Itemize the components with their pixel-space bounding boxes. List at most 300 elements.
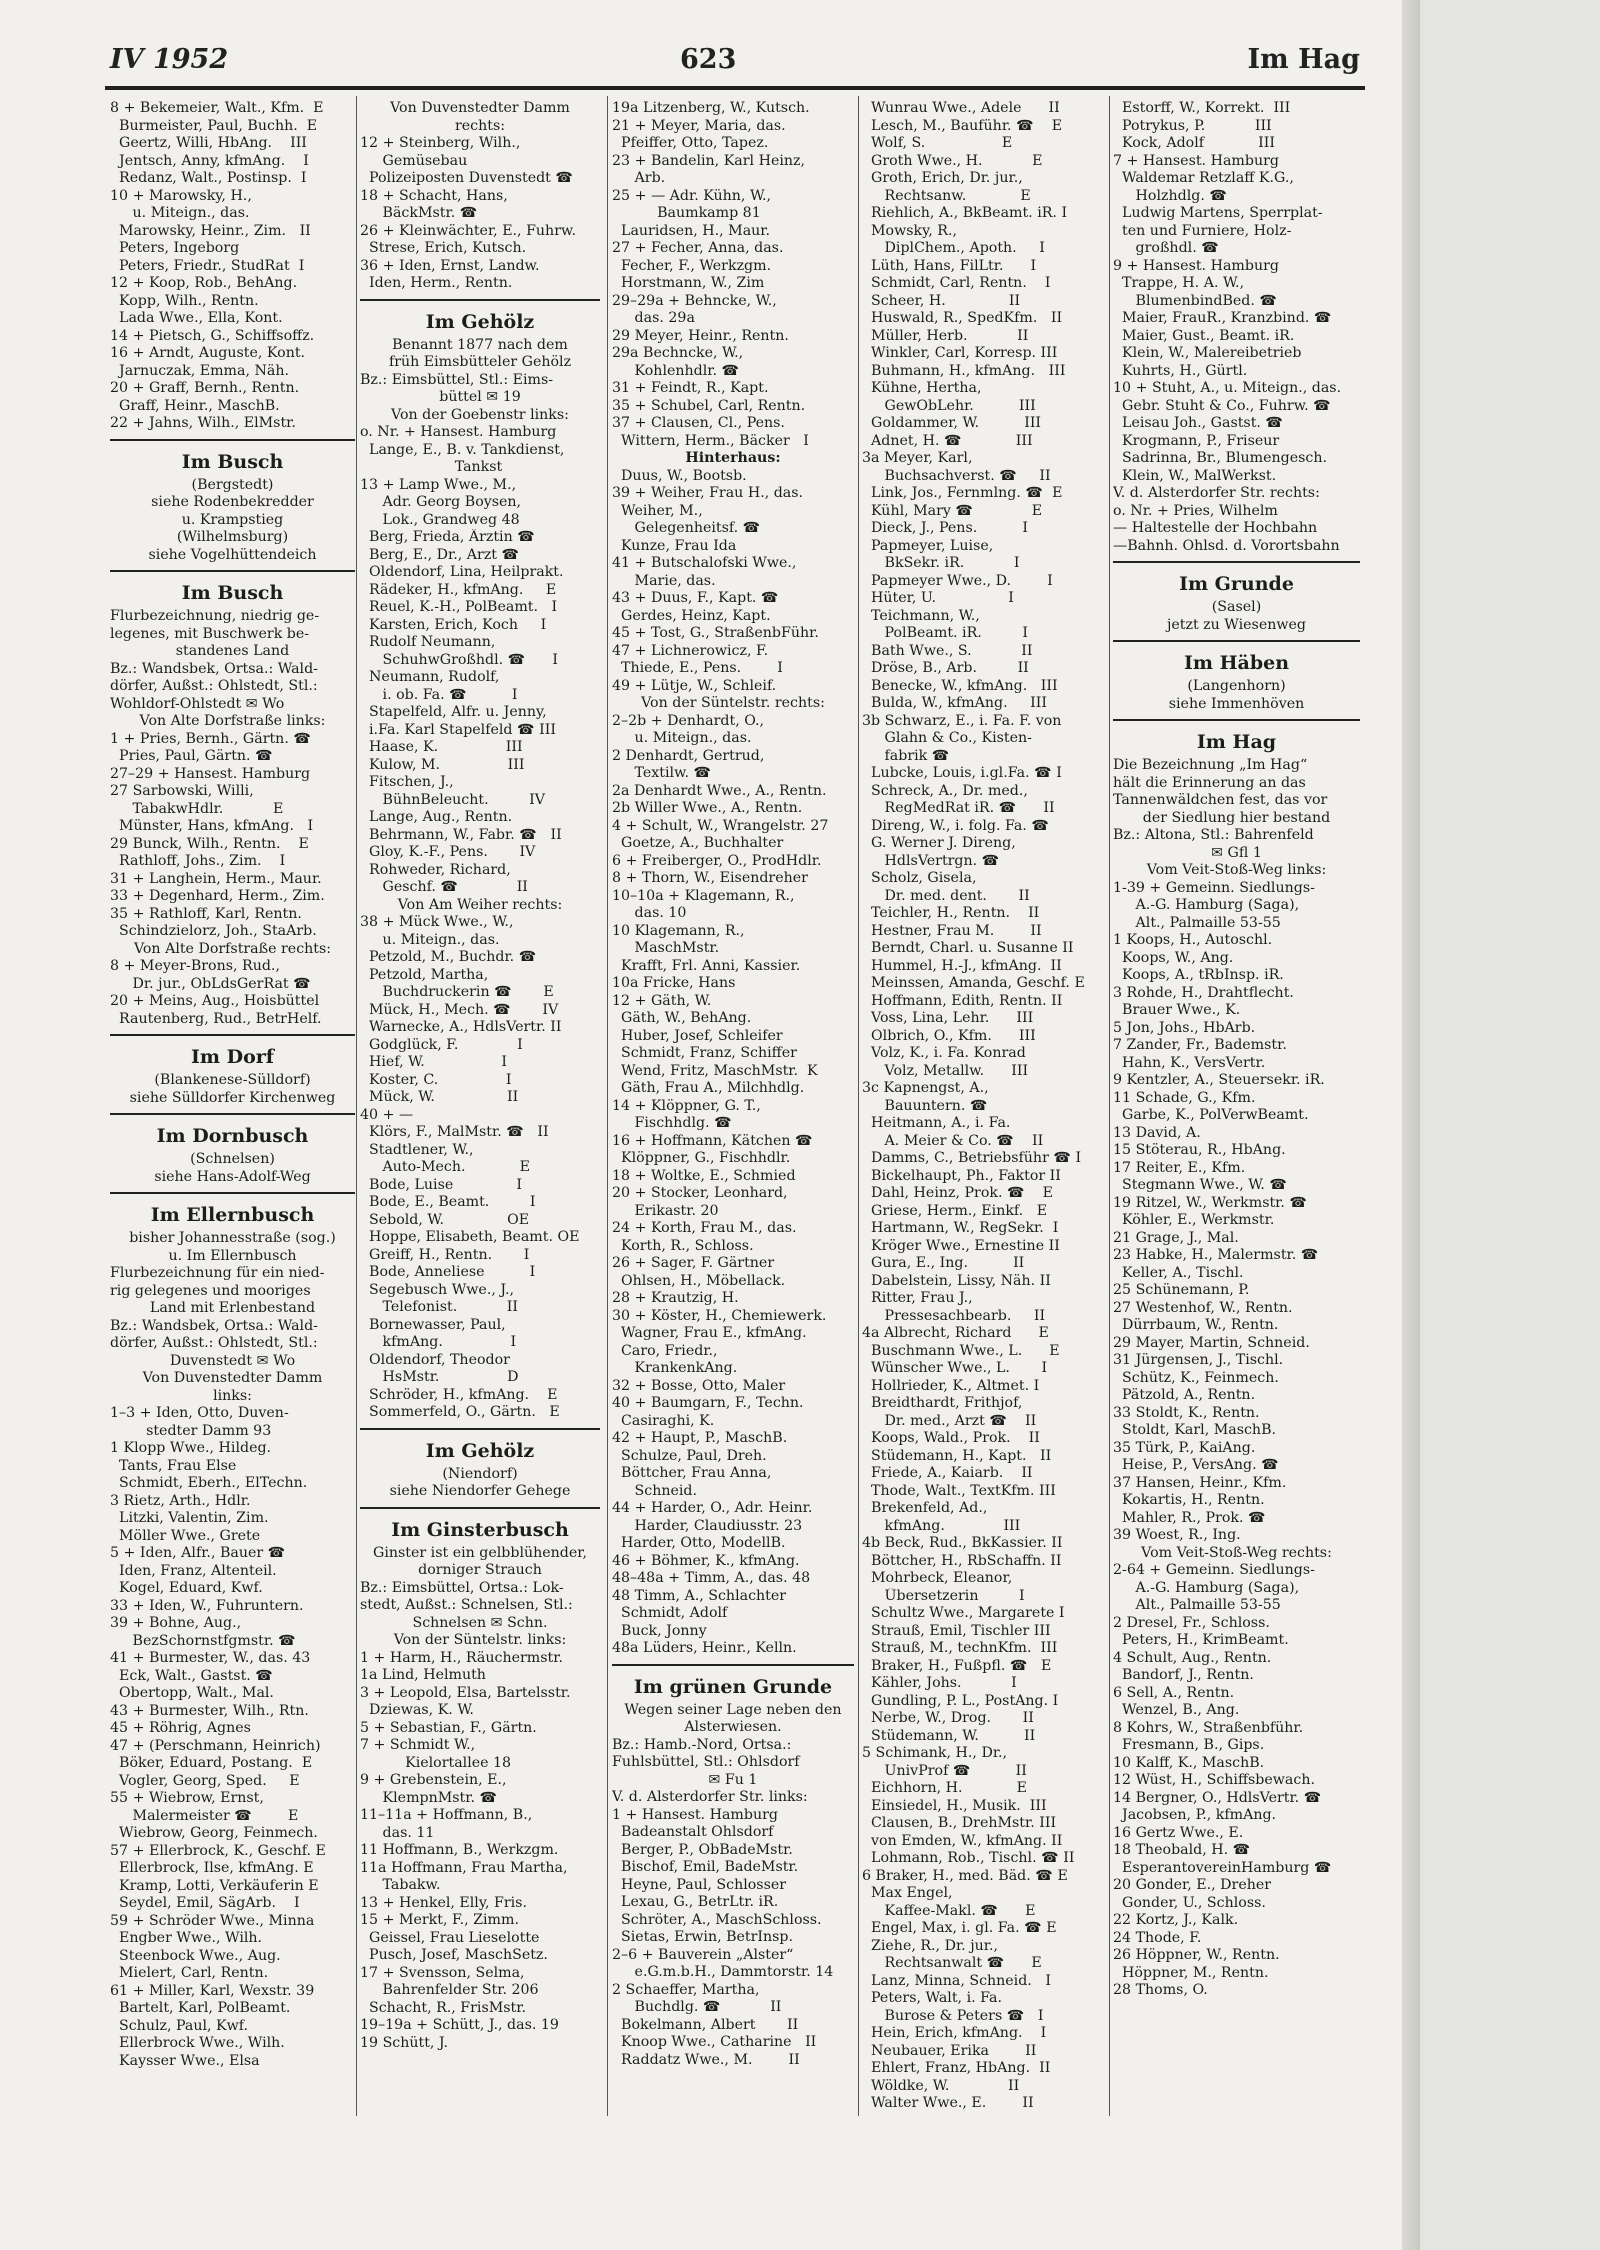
directory-entry: Buchdruckerin ☎ E (360, 984, 554, 1000)
directory-entry: Link, Jos., Fernmlng. ☎ E (862, 485, 1063, 501)
directory-entry: Ellerbrock, Ilse, kfmAng. E (110, 1860, 314, 1876)
directory-entry: (Schnelsen) (190, 1151, 275, 1167)
directory-entry: 1 + Pries, Bernh., Gärtn. ☎ (110, 730, 312, 747)
directory-entry: Schindzielorz, Joh., StaArb. (110, 923, 317, 939)
directory-entry: Rudolf Neumann, (360, 634, 496, 650)
directory-entry: Thiede, E., Pens. I (612, 660, 783, 676)
directory-entry: Land mit Erlenbestand (149, 1300, 316, 1316)
directory-entry: Keller, A., Tischl. (1113, 1264, 1244, 1281)
directory-entry: Dziewas, K. W. (360, 1702, 474, 1718)
directory-entry: Casiraghi, K. (612, 1412, 715, 1429)
directory-entry: Ehlert, Franz, HbAng. II (862, 2060, 1051, 2076)
directory-entry: 20 + Graff, Bernh., Rentn. (110, 380, 300, 396)
directory-entry: Volz, K., i. Fa. Konrad (862, 1045, 1026, 1061)
directory-entry: — Haltestelle der Hochbahn (1113, 520, 1318, 536)
directory-entry: Münster, Hans, kfmAng. I (110, 818, 314, 834)
street-heading: Im Gehölz (425, 1439, 535, 1462)
directory-entry: 11 Hoffmann, B., Werkzgm. (360, 1842, 559, 1858)
directory-entry: 8 + Bekemeier, Walt., Kfm. E (110, 100, 324, 116)
street-heading: Im Busch (181, 582, 284, 604)
directory-entry: 42 + Haupt, P., MaschB. (612, 1430, 788, 1446)
directory-entry: Gloy, K.-F., Pens. IV (360, 844, 536, 860)
directory-entry: HdlsVertrgn. ☎ (862, 852, 1000, 869)
directory-entry: Koops, W., Ang. (1113, 949, 1234, 966)
directory-entry: Goetze, A., Buchhalter (612, 835, 784, 851)
directory-entry: Heitmann, A., i. Fa. (862, 1115, 1011, 1131)
directory-entry: Direng, W., i. folg. Fa. ☎ (862, 817, 1049, 834)
directory-entry: 43 + Burmester, Wilh., Rtn. (110, 1702, 309, 1719)
directory-entry: Vom Veit-Stoß-Weg links: (1146, 862, 1327, 878)
directory-entry: der Siedlung hier bestand (1142, 809, 1331, 826)
directory-entry: TabakwHdlr. E (110, 800, 284, 817)
directory-entry: Fischhdlg. ☎ (612, 1115, 732, 1131)
directory-entry: i.Fa. Karl Stapelfeld ☎ III (360, 721, 556, 738)
directory-entry: 3a Meyer, Karl, (862, 450, 973, 466)
directory-entry: Lange, E., B. v. Tankdienst, (360, 441, 565, 458)
directory-entry: kfmAng. III (862, 1517, 1021, 1534)
directory-entry: 36 + Iden, Ernst, Landw. (360, 257, 540, 274)
directory-entry: ten und Furniere, Holz- (1113, 222, 1292, 239)
header-street-range: Im Hag (1247, 44, 1360, 75)
directory-entry: Peters, Ingeborg (110, 240, 240, 256)
directory-entry: Buhmann, H., kfmAng. III (862, 362, 1066, 379)
directory-entry: legenes, mit Buschwerk be- (110, 625, 310, 642)
directory-entry: Papmeyer, Luise, (862, 537, 994, 554)
directory-entry: Walter Wwe., E. II (862, 2095, 1034, 2111)
directory-entry: Krogmann, P., Friseur (1113, 432, 1280, 449)
street-heading: Im Ellernbusch (150, 1204, 315, 1226)
directory-entry: A. Meier & Co. ☎ II (862, 1132, 1044, 1149)
directory-entry: Ellerbrock Wwe., Wilh. (110, 2035, 285, 2051)
column-divider (858, 96, 859, 2116)
directory-entry: 8 + Thorn, W., Eisendreher (612, 870, 808, 886)
directory-entry: 1 Klopp Wwe., Hildeg. (110, 1440, 272, 1456)
directory-entry: 19–19a + Schütt, J., das. 19 (360, 2017, 559, 2033)
directory-entry: A.-G. Hamburg (Saga), (1113, 1579, 1300, 1596)
directory-entry: Kokartis, H., Rentn. (1113, 1492, 1265, 1508)
directory-entry: Heise, P., VersAng. ☎ (1113, 1457, 1279, 1473)
directory-entry: 7 + Schmidt W., (360, 1737, 476, 1753)
directory-entry: Müller, Herb. II (862, 327, 1029, 344)
directory-entry: Flurbezeichnung, niedrig ge- (110, 608, 320, 624)
directory-entry: Peters, Friedr., StudRat I (110, 257, 305, 274)
header-rule (105, 86, 1365, 90)
directory-entry: 7 Zander, Fr., Bademstr. (1113, 1037, 1287, 1053)
directory-entry: Schröder, H., kfmAng. E (360, 1386, 558, 1403)
directory-entry: Gura, E., Ing. II (862, 1255, 1025, 1271)
directory-entry: Kock, Adolf III (1113, 135, 1275, 151)
directory-entry: Strese, Erich, Kutsch. (360, 240, 527, 256)
directory-entry: rig gelegenes und mooriges (110, 1282, 311, 1299)
directory-column-4 (862, 100, 1107, 2113)
directory-entry: Böttcher, Frau Anna, (612, 1465, 772, 1481)
directory-entry: Böttcher, H., RbSchaffn. II (862, 1552, 1062, 1569)
directory-entry: Max Engel, (862, 1885, 953, 1901)
directory-entry: links: (213, 1387, 252, 1404)
directory-entry: Bischof, Emil, BadeMstr. (612, 1859, 799, 1875)
directory-entry: 6 Sell, A., Rentn. (1113, 1684, 1235, 1701)
directory-entry: u. Miteign., das. (110, 205, 250, 221)
directory-entry: 35 + Rathloff, Karl, Rentn. (110, 905, 302, 922)
directory-entry: 10 + Stuht, A., u. Miteign., das. (1113, 380, 1342, 396)
directory-entry: Vom Veit-Stoß-Weg rechts: (1141, 1544, 1332, 1561)
directory-entry: 29a Bechncke, W., (612, 345, 744, 361)
directory-entry: Stapelfeld, Alfr. u. Jenny, (360, 704, 547, 720)
directory-entry: 16 + Arndt, Auguste, Kont. (110, 345, 306, 361)
directory-entry: 10 Kalff, K., MaschB. (1113, 1754, 1265, 1771)
directory-entry: 33 + Iden, W., Fuhruntern. (110, 1597, 304, 1614)
directory-entry: stedter Damm 93 (110, 1422, 272, 1439)
directory-entry: Schmidt, Eberh., ElTechn. (110, 1475, 308, 1491)
directory-entry: Groth Wwe., H. E (862, 152, 1043, 169)
directory-entry: Von Duvenstedter Damm (390, 100, 570, 116)
directory-entry: stedt, Außst.: Schnelsen, Stl.: (360, 1597, 573, 1613)
directory-entry: Bahrenfelder Str. 206 (360, 1982, 539, 1998)
directory-entry: Adnet, H. ☎ III (862, 432, 1033, 449)
directory-entry: Jacobsen, P., kfmAng. (1113, 1807, 1277, 1823)
directory-entry: Kühne, Hertha, (862, 380, 982, 396)
directory-entry: Duvenstedt ✉ Wo (169, 1352, 296, 1369)
directory-entry: V. d. Alsterdorfer Str. rechts: (1113, 485, 1320, 501)
directory-entry: Bornewasser, Paul, (360, 1316, 506, 1333)
directory-entry: Stüdemann, H., Kapt. II (862, 1447, 1052, 1464)
directory-entry: Klein, W., Malereibetrieb (1113, 345, 1302, 361)
directory-entry: 4 + Schult, W., Wrangelstr. 27 (612, 817, 829, 834)
directory-entry: Stüdemann, W. II (862, 1727, 1036, 1744)
directory-entry: ✉ Gfl 1 (1211, 844, 1262, 861)
directory-entry: Hummel, H.-J., kfmAng. II (862, 957, 1062, 974)
directory-entry: das. 29a (612, 310, 695, 326)
directory-entry: 48 Timm, A., Schlachter (612, 1587, 787, 1604)
directory-entry: dörfer, Außst.: Ohlstedt, Stl.: (110, 678, 318, 694)
directory-entry: Schütz, K., Feinmech. (1113, 1369, 1279, 1386)
directory-entry: Berger, P., ObBadeMstr. (612, 1841, 793, 1858)
directory-entry: Alsterwiesen. (684, 1719, 782, 1735)
directory-entry: Engel, Max, i. gl. Fa. ☎ E (862, 1920, 1057, 1936)
directory-entry: 39 + Bohne, Aug., (110, 1615, 242, 1631)
directory-entry: u. Miteign., das. (360, 931, 500, 948)
directory-entry: 49 + Lütje, W., Schleif. (612, 677, 777, 694)
directory-entry: —Bahnh. Ohlsd. d. Vorortsbahn (1113, 537, 1340, 554)
directory-entry: das. 11 (360, 1824, 435, 1841)
directory-entry: 31 + Langhein, Herm., Maur. (110, 870, 322, 887)
directory-entry: 5 + Sebastian, F., Gärtn. (360, 1719, 537, 1736)
directory-entry: Gerdes, Heinz, Kapt. (612, 607, 771, 624)
directory-entry: 10–10a + Klagemann, R., (612, 887, 795, 904)
directory-entry: 11–11a + Hoffmann, B., (360, 1807, 533, 1823)
directory-entry: Wend, Fritz, MaschMstr. K (612, 1062, 818, 1079)
directory-entry: Sadrinna, Br., Blumengesch. (1113, 450, 1327, 466)
directory-entry: Obertopp, Walt., Mal. (110, 1685, 274, 1701)
directory-entry: 20 + Stocker, Leonhard, (612, 1185, 788, 1201)
directory-entry: 10a Fricke, Hans (612, 975, 736, 991)
directory-entry: Hinterhaus: (685, 450, 781, 466)
directory-column-2 (360, 100, 600, 2052)
directory-entry: Estorff, W., Korrekt. III (1113, 100, 1291, 116)
directory-entry: 27 Sarbowski, Willi, (110, 783, 254, 799)
directory-entry: 15 + Merkt, F., Zimm. (360, 1912, 519, 1928)
directory-entry: Pries, Paul, Gärtn. ☎ (110, 748, 273, 764)
directory-entry: Lange, Aug., Rentn. (360, 809, 513, 825)
directory-entry: Schmidt, Franz, Schiffer (612, 1045, 797, 1061)
directory-entry: Korth, R., Schloss. (612, 1237, 754, 1254)
directory-entry: Gäth, Frau A., Milchhdlg. (612, 1080, 805, 1096)
directory-entry: 25 Schünemann, P. (1113, 1282, 1250, 1298)
directory-entry: BäckMstr. ☎ (360, 205, 478, 221)
directory-entry: kfmAng. I (360, 1334, 517, 1350)
directory-entry: Wenzel, B., Ang. (1113, 1702, 1240, 1718)
directory-entry: Hein, Erich, kfmAng. I (862, 2025, 1047, 2041)
directory-entry: 3 Rohde, H., Drahtflecht. (1113, 984, 1294, 1001)
directory-entry: Schacht, R., FrisMstr. (360, 1999, 526, 2016)
directory-entry: Wittern, Herm., Bäcker I (612, 432, 809, 449)
directory-entry: Teichmann, W., (862, 607, 980, 624)
directory-entry: UnivProf ☎ II (862, 1762, 1027, 1779)
page-header (110, 44, 1360, 84)
directory-entry: 2 Denhardt, Gertrud, (612, 747, 765, 764)
directory-entry: jetzt zu Wiesenweg (1166, 616, 1306, 633)
directory-entry: Mahler, R., Prok. ☎ (1113, 1509, 1266, 1526)
directory-entry: Bz.: Wandsbek, Ortsa.: Wald- (110, 660, 318, 677)
directory-entry: Bath Wwe., S. II (862, 642, 1033, 659)
directory-entry: 23 + Bandelin, Karl Heinz, (612, 152, 806, 169)
directory-entry: siehe Rodenbekredder (151, 494, 314, 510)
directory-entry: Baumkamp 81 (612, 205, 761, 221)
section-divider (110, 1034, 355, 1036)
directory-entry: Fitschen, J., (360, 774, 454, 790)
directory-entry: Krafft, Frl. Anni, Kassier. (612, 957, 801, 974)
directory-entry: Greiff, H., Rentn. I (360, 1246, 530, 1263)
directory-entry: 2b Willer Wwe., A., Rentn. (612, 800, 803, 816)
directory-entry: Wohldorf-Ohlstedt ✉ Wo (110, 695, 285, 712)
directory-entry: 14 + Klöppner, G. T., (612, 1097, 761, 1114)
section-divider (1113, 640, 1360, 642)
directory-entry: Ludwig Martens, Sperrplat- (1113, 205, 1323, 221)
directory-entry: Engber Wwe., Wilh. (110, 1930, 263, 1946)
section-divider (110, 439, 355, 441)
directory-entry: 7 + Hansest. Hamburg (1113, 152, 1279, 169)
directory-entry: 40 + Baumgarn, F., Techn. (612, 1395, 804, 1411)
directory-column-5 (1113, 100, 1360, 2000)
directory-entry: Papmeyer Wwe., D. I (862, 572, 1053, 589)
street-heading: Im grünen Grunde (633, 1675, 833, 1698)
directory-entry: Berndt, Charl. u. Susanne II (862, 940, 1074, 956)
directory-entry: GewObLehr. III (862, 397, 1036, 414)
directory-entry: Dr. jur., ObLdsGerRat ☎ (110, 975, 311, 992)
directory-entry: DiplChem., Apoth. I (862, 240, 1045, 256)
directory-entry: A.-G. Hamburg (Saga), (1113, 897, 1300, 913)
directory-entry: 3c Kapnengst, A., (862, 1080, 989, 1096)
directory-entry: SchuhwGroßhdl. ☎ I (360, 651, 559, 668)
directory-entry: Harder, Claudiusstr. 23 (612, 1517, 803, 1534)
directory-entry: 29 Mayer, Martin, Schneid. (1113, 1334, 1310, 1351)
directory-entry: 31 + Feindt, R., Kapt. (612, 380, 769, 396)
directory-entry: Übersetzerin I (862, 1587, 1025, 1604)
directory-entry: Raddatz Wwe., M. II (612, 2051, 800, 2068)
directory-entry: Pusch, Josef, MaschSetz. (360, 1947, 548, 1963)
directory-entry: Jarnuczak, Emma, Näh. (110, 362, 289, 379)
directory-entry: Klöppner, G., Fischhdlr. (612, 1150, 791, 1166)
directory-entry: Schmidt, Adolf (612, 1605, 728, 1621)
directory-entry: Wolf, S. E (862, 135, 1013, 151)
directory-entry: Schneid. (612, 1482, 698, 1499)
directory-entry: Buck, Jonny (612, 1622, 707, 1639)
directory-entry: Lubcke, Louis, i.gl.Fa. ☎ I (862, 765, 1062, 781)
directory-entry: Kuhrts, H., Gürtl. (1113, 362, 1248, 379)
directory-entry: 22 + Jahns, Wilh., ElMstr. (110, 415, 296, 431)
directory-entry: Gonder, U., Schloss. (1113, 1894, 1266, 1911)
directory-entry: Segebusch Wwe., J., (360, 1281, 514, 1298)
directory-entry: Warnecke, A., HdlsVertr. II (360, 1019, 562, 1035)
directory-entry: Hüter, U. I (862, 590, 1014, 606)
directory-entry: Wegen seiner Lage neben den (624, 1701, 842, 1718)
directory-entry: 31 Jürgensen, J., Tischl. (1113, 1352, 1284, 1368)
directory-entry: 9 + Hansest. Hamburg (1113, 257, 1279, 274)
directory-entry: Eichhorn, H. E (862, 1780, 1027, 1796)
directory-entry: 24 + Korth, Frau M., das. (612, 1220, 797, 1236)
directory-entry: Fuhlsbüttel, Stl.: Ohlsdorf (612, 1754, 800, 1770)
street-heading: Im Ginsterbusch (391, 1518, 569, 1541)
directory-entry: 44 + Harder, O., Adr. Heinr. (612, 1500, 813, 1516)
directory-entry: 55 + Wiebrow, Ernst, (110, 1790, 264, 1806)
directory-entry: Schröter, A., MaschSchloss. (612, 1911, 822, 1928)
directory-entry: 26 + Kleinwächter, E., Fuhrw. (360, 222, 576, 239)
section-divider (1113, 561, 1360, 563)
directory-entry: rechts: (454, 117, 506, 134)
directory-entry: 19a Litzenberg, W., Kutsch. (612, 100, 810, 116)
directory-entry: Leisau Joh., Gastst. ☎ (1113, 415, 1284, 431)
directory-entry: Oldendorf, Theodor (360, 1351, 510, 1368)
directory-entry: dorniger Strauch (418, 1562, 542, 1578)
street-heading: Im Dorf (191, 1046, 274, 1068)
directory-entry: Marie, das. (612, 572, 716, 589)
directory-entry: Heyne, Paul, Schlosser (612, 1876, 787, 1893)
directory-entry: Petzold, Martha, (360, 966, 489, 983)
section-divider (110, 1192, 355, 1194)
directory-entry: Peters, Walt, i. Fa. (862, 1990, 1002, 2006)
directory-entry: Bulda, W., kfmAng. III (862, 695, 1047, 711)
directory-entry: 1 + Hansest. Hamburg (612, 1806, 778, 1823)
directory-entry: 8 Kohrs, W., Straßenbführ. (1113, 1719, 1304, 1736)
directory-entry: Gemüsebau (360, 152, 468, 169)
directory-entry: Bokelmann, Albert II (612, 2016, 799, 2033)
directory-entry: Gäth, W., BehAng. (612, 1010, 752, 1026)
directory-entry: Kramp, Lotti, Verkäuferin E (110, 1877, 319, 1894)
directory-entry: Koops, Wald., Prok. II (862, 1430, 1040, 1446)
directory-entry: Maier, Gust., Beamt. iR. (1113, 327, 1295, 344)
directory-entry: Stegmann Wwe., W. ☎ (1113, 1177, 1288, 1193)
directory-entry: Trappe, H. A. W., (1113, 275, 1245, 291)
directory-entry: 3 + Leopold, Elsa, Bartelsstr. (360, 1684, 571, 1701)
directory-entry: großhdl. ☎ (1113, 240, 1219, 256)
directory-entry: Caro, Friedr., (612, 1342, 718, 1359)
directory-entry: Lexau, G., BetrLtr. iR. (612, 1894, 779, 1910)
directory-entry: Braker, H., Fußpfl. ☎ E (862, 1657, 1052, 1674)
directory-entry: Olbrich, O., Kfm. III (862, 1027, 1036, 1044)
directory-entry: Buchsachverst. ☎ II (862, 467, 1051, 484)
directory-entry: Klein, W., MalWerkst. (1113, 467, 1277, 484)
directory-entry: Von Alte Dorfstraße links: (139, 713, 326, 729)
directory-entry: Burose & Peters ☎ I (862, 2007, 1044, 2024)
directory-entry: Petzold, M., Buchdr. ☎ (360, 949, 537, 965)
directory-entry: Peters, H., KrimBeamt. (1113, 1632, 1289, 1648)
directory-entry: u. Krampstieg (181, 511, 284, 528)
directory-entry: Waldemar Retzlaff K.G., (1113, 170, 1294, 186)
directory-entry: 26 + Sager, F. Gärtner (612, 1255, 775, 1271)
directory-entry: PolBeamt. iR. I (862, 625, 1028, 641)
directory-entry: Von der Süntelstr. links: (393, 1632, 567, 1648)
directory-entry: Von Duvenstedter Damm (142, 1370, 323, 1386)
directory-entry: 29–29a + Behncke, W., (612, 292, 777, 309)
section-divider (110, 1113, 355, 1115)
directory-entry: Neumann, Rudolf, (360, 669, 500, 685)
directory-entry: Damms, C., Betriebsführ ☎ I (862, 1150, 1082, 1166)
directory-entry: siehe Hans-Adolf-Weg (154, 1168, 311, 1185)
directory-entry: Gundling, P. L., PostAng. I (862, 1692, 1059, 1709)
directory-entry: 2–6 + Bauverein „Alster“ (612, 1946, 794, 1963)
directory-entry: 21 Grage, J., Mal. (1113, 1229, 1239, 1246)
directory-entry: siehe Sülldorfer Kirchenweg (129, 1089, 336, 1106)
directory-entry: Alt., Palmaille 53-55 (1113, 914, 1281, 931)
directory-entry: Weiher, M., (612, 502, 703, 519)
directory-entry: KlempnMstr. ☎ (360, 1789, 498, 1806)
column-divider (607, 96, 608, 2116)
directory-entry: Bz.: Hamb.-Nord, Ortsa.: (612, 1736, 792, 1753)
directory-entry: Bickelhaupt, Ph., Faktor II (862, 1167, 1061, 1184)
directory-entry: 27 + Fecher, Anna, das. (612, 240, 784, 256)
directory-entry: MaschMstr. (612, 940, 720, 956)
directory-entry: Sebold, W. OE (360, 1211, 530, 1228)
directory-entry: Mück, W. II (360, 1089, 519, 1105)
directory-entry: Holzhdlg. ☎ (1113, 187, 1228, 204)
directory-entry: Scholz, Gisela, (862, 870, 977, 886)
directory-entry: Tants, Frau Else (110, 1457, 237, 1474)
directory-entry: Volz, Metallw. III (862, 1062, 1029, 1079)
directory-entry: 9 + Grebenstein, E., (360, 1772, 507, 1788)
directory-entry: Kulow, M. III (360, 756, 525, 773)
directory-entry: Hief, W. I (360, 1054, 507, 1070)
directory-entry: Textilw. ☎ (612, 765, 712, 781)
directory-entry: u. Miteign., das. (612, 730, 752, 746)
directory-entry: Hoffmann, Edith, Rentn. II (862, 992, 1063, 1009)
directory-entry: 12 + Gäth, W. (612, 992, 712, 1009)
directory-entry: 15 Stöterau, R., HbAng. (1113, 1142, 1286, 1158)
directory-entry: Koops, A., tRbInsp. iR. (1113, 967, 1284, 983)
directory-entry: 23 Habke, H., Malermstr. ☎ (1113, 1247, 1319, 1263)
directory-entry: G. Werner J. Direng, (862, 835, 1016, 851)
directory-entry: Mielert, Carl, Rentn. (110, 1965, 269, 1981)
directory-entry: Malermeister ☎ E (110, 1807, 299, 1824)
directory-entry: Kaysser Wwe., Elsa (110, 2052, 260, 2069)
directory-entry: Schnelsen ✉ Schn. (412, 1614, 548, 1631)
directory-entry: 6 + Freiberger, O., ProdHdlr. (612, 852, 822, 869)
directory-entry: 19 Schütt, J. (360, 2034, 449, 2051)
directory-entry: 2-64 + Gemeinn. Siedlungs- (1113, 1562, 1315, 1578)
directory-entry: BlumenbindBed. ☎ (1113, 292, 1278, 309)
directory-entry: Oldendorf, Lina, Heilprakt. (360, 564, 564, 580)
directory-entry: Nerbe, W., Drog. II (862, 1710, 1034, 1726)
directory-entry: 6 Braker, H., med. Bäd. ☎ E (862, 1867, 1068, 1884)
directory-entry: Von Am Weiher rechts: (397, 896, 563, 913)
directory-entry: 1–3 + Iden, Otto, Duven- (110, 1405, 289, 1421)
directory-entry: Brekenfeld, Ad., (862, 1500, 988, 1516)
directory-entry: Buchdlg. ☎ II (612, 1999, 782, 2015)
directory-entry: Rechtsanwalt ☎ E (862, 1955, 1042, 1971)
directory-entry: (Wilhelmsburg) (176, 529, 289, 545)
directory-entry: Iden, Herm., Rentn. (360, 275, 513, 291)
directory-entry: Knoop Wwe., Catharine II (612, 2034, 817, 2050)
directory-entry: Rautenberg, Rud., BetrHelf. (110, 1010, 322, 1027)
